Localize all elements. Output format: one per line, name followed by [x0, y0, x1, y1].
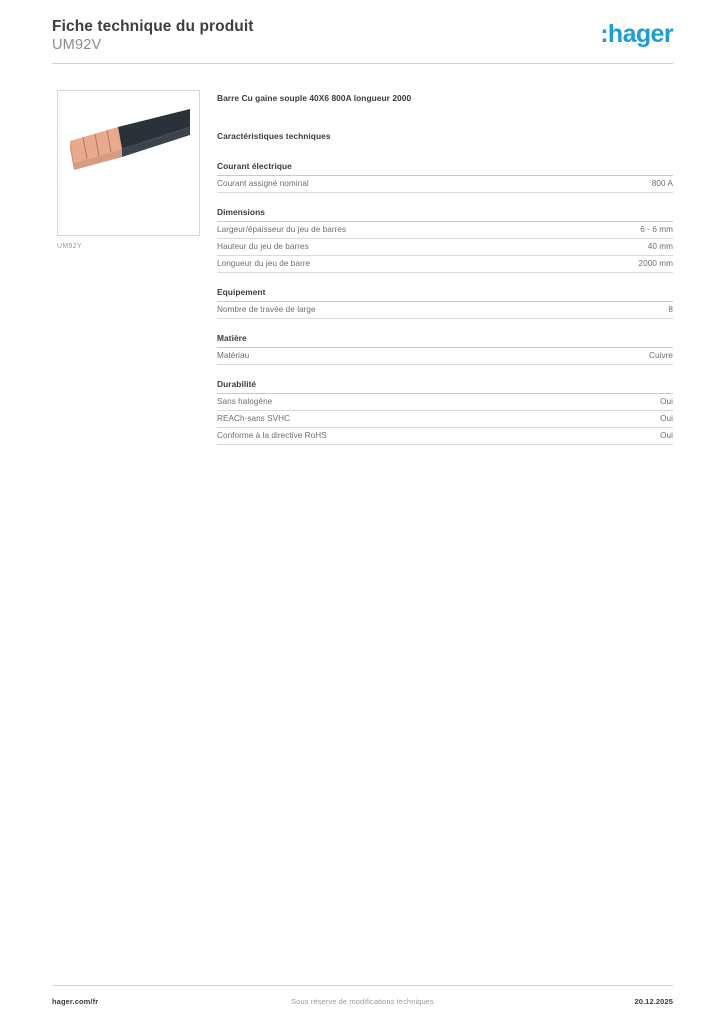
spec-group — [217, 333, 673, 365]
spec-row — [217, 428, 673, 445]
spec-value: 2000 mm — [638, 259, 673, 268]
product-image-caption: UM92Y — [57, 243, 82, 250]
footer-divider — [52, 985, 673, 986]
spec-group — [217, 379, 673, 445]
spec-value: 6 - 6 mm — [640, 225, 673, 234]
page-title: Fiche technique du produit — [52, 18, 254, 35]
spec-row — [217, 256, 673, 273]
footer-date: 20.12.2025 — [634, 997, 673, 1006]
spec-value: Oui — [660, 414, 673, 423]
hager-logo: :hager — [600, 20, 673, 48]
spec-row — [217, 348, 673, 365]
spec-label: Conforme à la directive RoHS — [217, 431, 327, 440]
spec-group — [217, 287, 673, 319]
spec-value: 40 mm — [647, 242, 673, 251]
spec-label: Sans halogène — [217, 397, 273, 406]
spec-value: 8 — [668, 305, 673, 314]
spec-row — [217, 222, 673, 239]
spec-label: Nombre de travée de large — [217, 305, 316, 314]
footer-website[interactable]: hager.com/fr — [52, 997, 99, 1006]
spec-value: Oui — [660, 431, 673, 440]
busbar-product-image — [58, 91, 200, 236]
specifications-heading: Caractéristiques techniques — [217, 131, 331, 141]
spec-label: Largeur/épaisseur du jeu de barres — [217, 225, 347, 234]
product-image-frame — [57, 90, 200, 236]
spec-row — [217, 239, 673, 256]
spec-row — [217, 302, 673, 319]
spec-label: Longueur du jeu de barre — [217, 259, 311, 268]
spec-group-title: Durabilité — [217, 379, 673, 394]
specifications-panel — [217, 93, 673, 445]
footer-disclaimer: Sous réserve de modifications techniques — [291, 997, 434, 1006]
spec-row — [217, 411, 673, 428]
spec-group — [217, 161, 673, 193]
spec-value: Oui — [660, 397, 673, 406]
page-footer — [52, 997, 673, 1009]
page-header — [52, 18, 673, 64]
header-divider — [52, 63, 673, 64]
spec-label: Courant assigné nominal — [217, 179, 309, 188]
spec-value: 800 A — [651, 179, 673, 188]
spec-group-title: Matière — [217, 333, 673, 348]
product-name: Barre Cu gaine souple 40X6 800A longueur 2000 — [217, 93, 412, 103]
spec-group-title: Courant électrique — [217, 161, 673, 176]
specification-groups — [217, 161, 673, 445]
spec-label: Hauteur du jeu de barres — [217, 242, 309, 251]
spec-row — [217, 394, 673, 411]
spec-value: Cuivre — [649, 351, 673, 360]
spec-label: REACh-sans SVHC — [217, 414, 291, 423]
spec-group-title: Dimensions — [217, 207, 673, 222]
spec-label: Matériau — [217, 351, 250, 360]
spec-group-title: Equipement — [217, 287, 673, 302]
spec-row — [217, 176, 673, 193]
spec-group — [217, 207, 673, 273]
product-reference: UM92V — [52, 37, 102, 53]
